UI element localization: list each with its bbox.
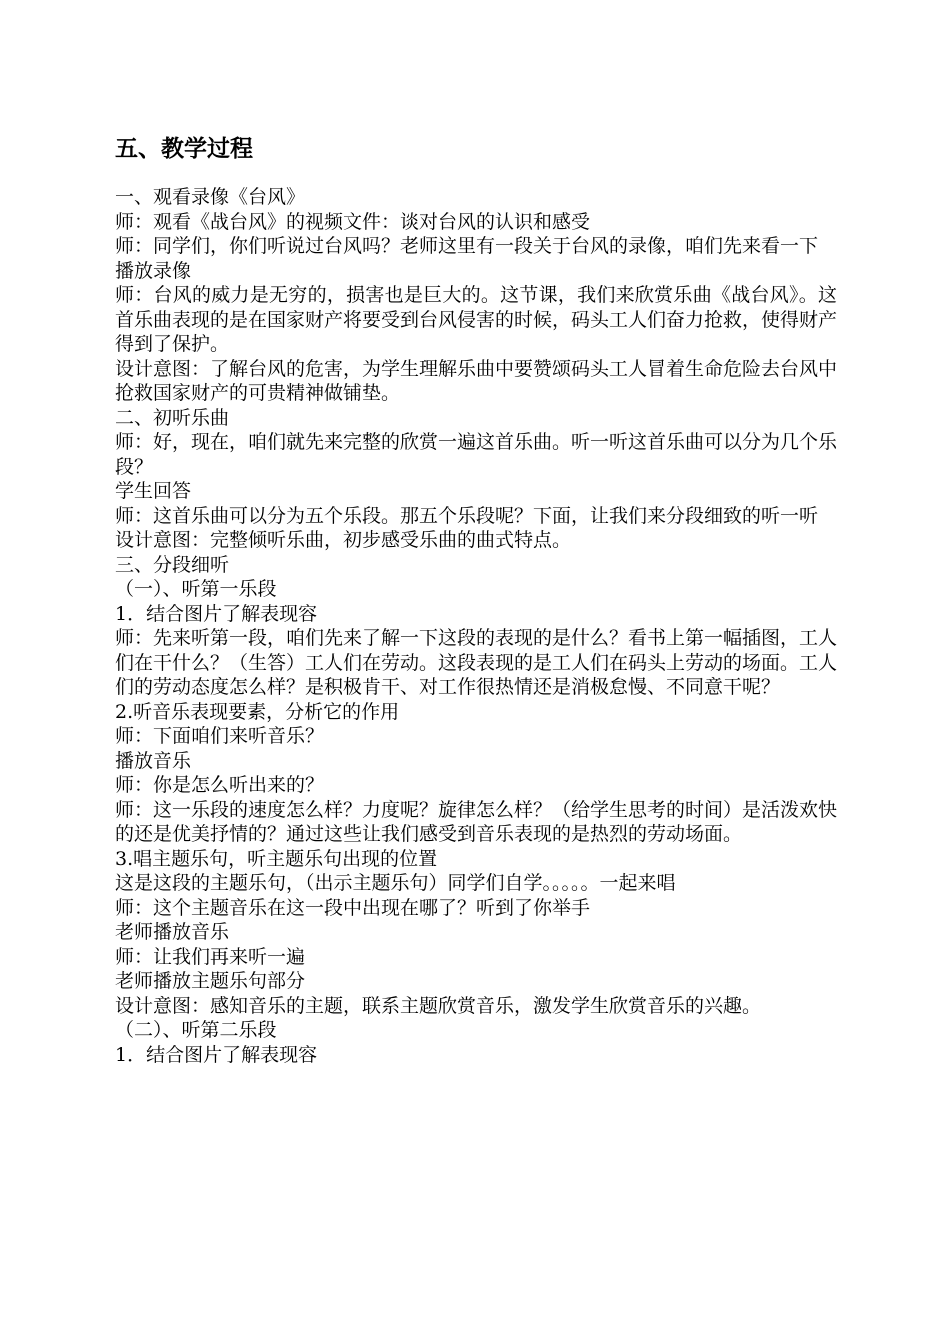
paragraph: 这是这段的主题乐句，（出示主题乐句）同学们自学。。。。。一起来唱 [115, 872, 676, 894]
paragraph: 1．结合图片了解表现容 [115, 1043, 318, 1066]
paragraph: 师：先来听第一段，咱们先来了解一下这段的表现的是什么？看书上第一幅插图，工人们在干什么？（生答）工人们在劳动。这段表现的是工人们在码头上劳动的场面。工人们的劳动态度怎么样？是积极肯干、对工作很热情还是消极怠慢、不同意干呢？ [115, 627, 838, 698]
paragraph: 1．结合图片了解表现容 [115, 602, 318, 625]
document-page [115, 132, 837, 1067]
paragraph: 师：这首乐曲可以分为五个乐段。那五个乐段呢？下面，让我们来分段细致的听一听 [115, 504, 819, 527]
paragraph: 师：这一乐段的速度怎么样？力度呢？旋律怎么样？（给学生思考的时间）是活泼欢快的还是优美抒情的？通过这些让我们感受到音乐表现的是热烈的劳动场面。 [115, 798, 838, 845]
paragraph: 师：让我们再来听一遍 [115, 945, 306, 968]
paragraph: 师：台风的威力是无穷的，损害也是巨大的。这节课，我们来欣赏乐曲《战台风》。这首乐曲表现的是在国家财产将要受到台风侵害的时候，码头工人们奋力抢救，使得财产得到了保护。 [115, 284, 838, 355]
paragraph: 二、初听乐曲 [115, 406, 230, 429]
paragraph: 老师播放主题乐句部分 [115, 970, 306, 992]
paragraph: 播放录像 [115, 259, 192, 282]
paragraph: 设计意图：完整倾听乐曲，初步感受乐曲的曲式特点。 [115, 529, 572, 551]
paragraph: 师：下面咱们来听音乐？ [115, 725, 325, 747]
paragraph: （二）、听第二乐段 [115, 1019, 277, 1041]
paragraph: 老师播放音乐 [115, 921, 230, 943]
paragraph: （一）、听第一乐段 [115, 578, 277, 600]
document-body [115, 185, 837, 1067]
paragraph: 师：同学们，你们听说过台风吗？老师这里有一段关于台风的录像，咱们先来看一下 [115, 235, 819, 257]
paragraph: 播放音乐 [115, 749, 192, 772]
section-title: 五、教学过程 [115, 136, 253, 162]
paragraph: 师：这个主题音乐在这一段中出现在哪了？听到了你举手 [115, 896, 591, 919]
paragraph: 学生回答 [115, 480, 192, 502]
paragraph: 三、分段细听 [115, 553, 230, 576]
paragraph: 师：你是怎么听出来的？ [115, 774, 325, 796]
paragraph: 师：观看《战台风》的视频文件：谈对台风的认识和感受 [115, 210, 591, 233]
paragraph: 2.听音乐表现要素，分析它的作用 [115, 700, 400, 723]
paragraph: 一、观看录像《台风》 [115, 186, 306, 208]
paragraph: 设计意图：了解台风的危害，为学生理解乐曲中要赞颂码头工人冒着生命危险去台风中抢救国家财产的可贵精神做铺垫。 [115, 357, 838, 404]
paragraph: 师：好，现在，咱们就先来完整的欣赏一遍这首乐曲。听一听这首乐曲可以分为几个乐段？ [115, 431, 838, 478]
paragraph: 设计意图：感知音乐的主题，联系主题欣赏音乐，激发学生欣赏音乐的兴趣。 [115, 994, 762, 1017]
paragraph: 3.唱主题乐句，听主题乐句出现的位置 [115, 847, 438, 870]
